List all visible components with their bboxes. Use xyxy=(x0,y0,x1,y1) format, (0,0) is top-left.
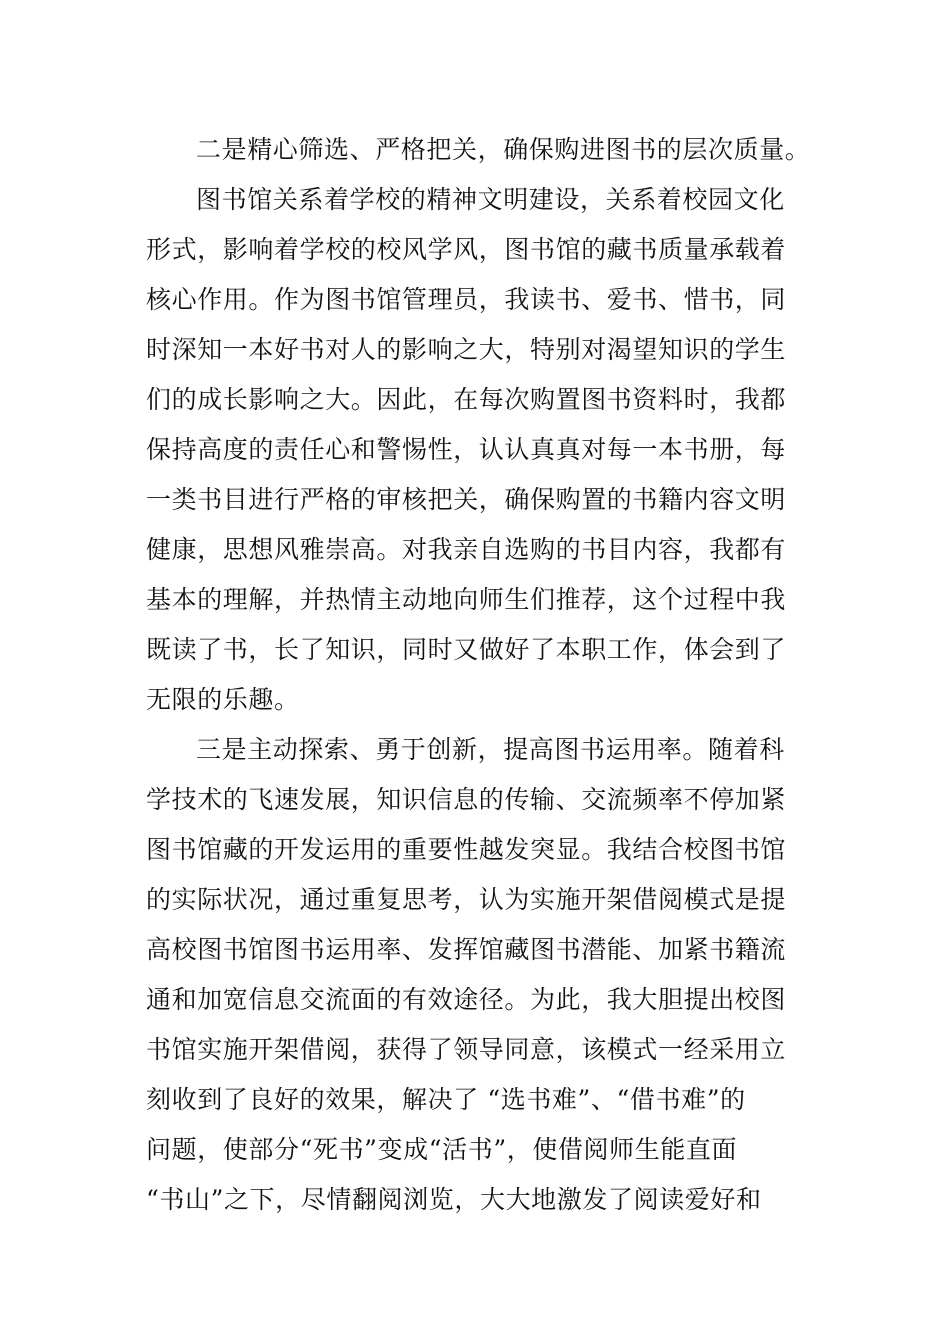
paragraph-line: 刻收到了良好的效果，解决了 “选书难”、“借书难”的 xyxy=(146,1085,746,1114)
paragraph-line: 们的成长影响之大。因此，在每次购置图书资料时，我都 xyxy=(146,385,787,414)
paragraph-line: 既读了书，长了知识，同时又做好了本职工作，体会到了 xyxy=(146,635,787,664)
paragraph-line: 无限的乐趣。 xyxy=(146,685,300,714)
paragraph-line: 书馆实施开架借阅，获得了领导同意，该模式一经采用立 xyxy=(146,1035,787,1064)
paragraph-line: 核心作用。作为图书馆管理员，我读书、爱书、惜书，同 xyxy=(146,285,787,314)
paragraph-line: “书山”之下，尽情翻阅浏览，大大地激发了阅读爱好和 xyxy=(146,1185,762,1214)
paragraph-line: 高校图书馆图书运用率、发挥馆藏图书潜能、加紧书籍流 xyxy=(146,935,787,964)
paragraph-line: 的实际状况，通过重复思考，认为实施开架借阅模式是提 xyxy=(146,885,787,914)
paragraph-line: 一类书目进行严格的审核把关，确保购置的书籍内容文明 xyxy=(146,485,787,514)
heading-line-3: 三是主动探索、勇于创新，提高图书运用率。随着科 xyxy=(196,735,785,764)
paragraph-line: 通和加宽信息交流面的有效途径。为此，我大胆提出校图 xyxy=(146,985,787,1014)
heading-line-2: 二是精心筛选、严格把关，确保购进图书的层次质量。 xyxy=(196,135,811,164)
paragraph-line: 问题，使部分“死书”变成“活书”，使借阅师生能直面 xyxy=(146,1135,738,1164)
paragraph-line: 形式，影响着学校的校风学风，图书馆的藏书质量承载着 xyxy=(146,235,787,264)
paragraph-line: 图书馆关系着学校的精神文明建设，关系着校园文化 xyxy=(196,185,785,214)
paragraph-line: 图书馆藏的开发运用的重要性越发突显。我结合校图书馆 xyxy=(146,835,787,864)
paragraph-line: 基本的理解，并热情主动地向师生们推荐，这个过程中我 xyxy=(146,585,787,614)
paragraph-line: 健康，思想风雅崇高。对我亲自选购的书目内容，我都有 xyxy=(146,535,787,564)
paragraph-line: 保持高度的责任心和警惕性，认认真真对每一本书册，每 xyxy=(146,435,787,464)
paragraph-line: 时深知一本好书对人的影响之大，特别对渴望知识的学生 xyxy=(146,335,787,364)
paragraph-line: 学技术的飞速发展，知识信息的传输、交流频率不停加紧 xyxy=(146,785,787,814)
